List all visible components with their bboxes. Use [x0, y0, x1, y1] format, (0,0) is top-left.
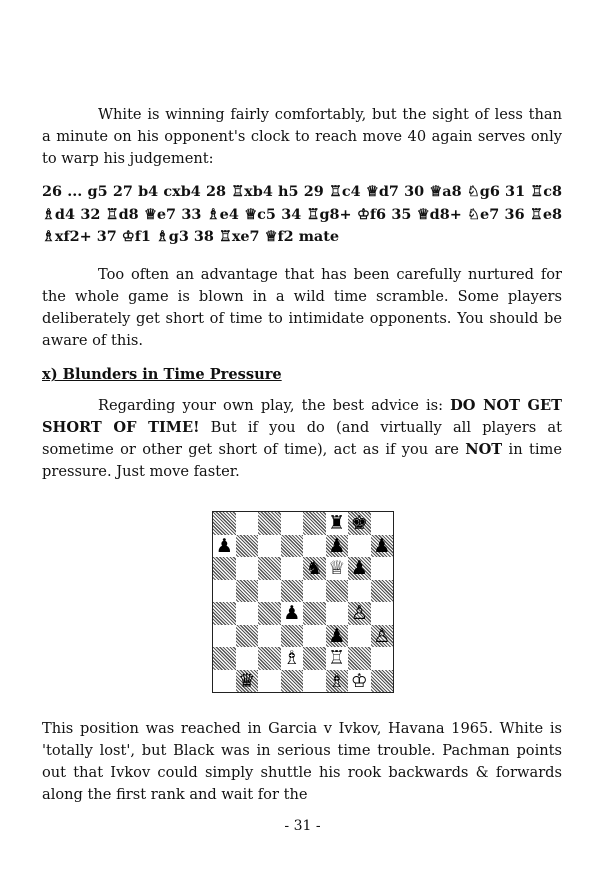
advice-emphasis-1: DO NOT GET SHORT OF TIME! — [42, 397, 562, 436]
square-e7 — [303, 535, 326, 558]
square-a2 — [213, 647, 236, 670]
white-queen-f6: ♕ — [328, 557, 346, 579]
square-c4 — [258, 602, 281, 625]
square-e8 — [303, 512, 326, 535]
square-a6 — [213, 557, 236, 580]
black-knight-e6: ♞ — [305, 557, 323, 579]
game-moves: 26 ... g5 27 b4 cxb4 28 ♖xb4 h5 29 ♖c4 ♕d7 30 ♕a8 ♘g6 31 ♖c8 ♗d4 32 ♖d8 ♕e7 33 ♗e4 ♕c5 34 ♖g8+ ♔f6 35 ♕d8+ ♘e7 36 ♖e8 ♗xf2+ 37 ♔f1 ♗g3 38 ♖xe7 ♕f2 mate — [42, 183, 562, 245]
section-heading: x) Blunders in Time Pressure — [42, 366, 282, 383]
black-pawn-a7: ♟ — [215, 534, 233, 557]
white-pawn-g4: ♙ — [350, 602, 368, 624]
square-b2 — [236, 647, 259, 670]
black-pawn-h7: ♟ — [373, 534, 391, 557]
position-description: This position was reached in Garcia v Ivkov, Havana 1965. White is 'totally lost', but Black was in serious time trouble. Pachman points out that Ivkov could simply shuttle his rook backwards & forwards along the first rank and wait for the — [42, 720, 562, 803]
square-h2 — [371, 647, 394, 670]
square-g5 — [348, 580, 371, 603]
square-e4 — [303, 602, 326, 625]
square-f5 — [326, 580, 349, 603]
square-a5 — [213, 580, 236, 603]
intro-paragraph: White is winning fairly comfortably, but the sight of less than a minute on his opponent's clock to reach move 40 again serves only to warp his judgement: — [42, 106, 562, 167]
advice-text-2: But if you do (and virtually all players at sometime or other get short of time), act as if you are — [42, 419, 562, 458]
square-e1 — [303, 670, 326, 693]
square-h5 — [371, 580, 394, 603]
square-e3 — [303, 625, 326, 648]
square-c7 — [258, 535, 281, 558]
square-d1 — [281, 670, 304, 693]
black-rook-f8: ♜ — [328, 512, 346, 534]
square-e2 — [303, 647, 326, 670]
advice-text-1: Regarding your own play, the best advice is: — [98, 397, 451, 414]
square-b5 — [236, 580, 259, 603]
white-rook-f2: ♖ — [328, 647, 346, 669]
chess-diagram — [212, 511, 394, 693]
square-d3 — [281, 625, 304, 648]
white-pawn-h3: ♙ — [373, 624, 391, 647]
square-b8 — [236, 512, 259, 535]
black-queen-b1: ♛ — [238, 669, 256, 692]
square-c1 — [258, 670, 281, 693]
square-c5 — [258, 580, 281, 603]
square-g2 — [348, 647, 371, 670]
square-h1 — [371, 670, 394, 693]
square-a4 — [213, 602, 236, 625]
page-number: - 31 - — [284, 818, 321, 834]
square-g3 — [348, 625, 371, 648]
black-pawn-d4: ♟ — [283, 602, 301, 624]
advice-text-3: in time pressure. Just move faster. — [42, 441, 562, 480]
square-d8 — [281, 512, 304, 535]
white-bishop-d2: ♗ — [283, 647, 301, 669]
white-king-g1: ♔ — [350, 669, 368, 692]
square-g7 — [348, 535, 371, 558]
square-a8 — [213, 512, 236, 535]
black-king-g8: ♚ — [350, 512, 368, 534]
advice-emphasis-2: NOT — [465, 441, 503, 458]
black-pawn-f7: ♟ — [328, 534, 346, 557]
square-c3 — [258, 625, 281, 648]
advice-paragraph — [42, 395, 562, 483]
square-b7 — [236, 535, 259, 558]
square-d5 — [281, 580, 304, 603]
square-d6 — [281, 557, 304, 580]
square-h8 — [371, 512, 394, 535]
time-scramble-paragraph: Too often an advantage that has been carefully nurtured for the whole game is blown in a wild time scramble. Some players deliberately get short of time to intimidate opponents. You should be aware of this. — [42, 266, 562, 349]
square-h6 — [371, 557, 394, 580]
square-c8 — [258, 512, 281, 535]
square-h4 — [371, 602, 394, 625]
square-b3 — [236, 625, 259, 648]
square-c2 — [258, 647, 281, 670]
square-a1 — [213, 670, 236, 693]
black-pawn-g6: ♟ — [350, 557, 368, 579]
white-bishop-f1: ♗ — [328, 669, 346, 692]
square-b6 — [236, 557, 259, 580]
square-a3 — [213, 625, 236, 648]
square-f4 — [326, 602, 349, 625]
black-pawn-f3: ♟ — [328, 624, 346, 647]
square-e5 — [303, 580, 326, 603]
square-b4 — [236, 602, 259, 625]
square-d7 — [281, 535, 304, 558]
square-c6 — [258, 557, 281, 580]
